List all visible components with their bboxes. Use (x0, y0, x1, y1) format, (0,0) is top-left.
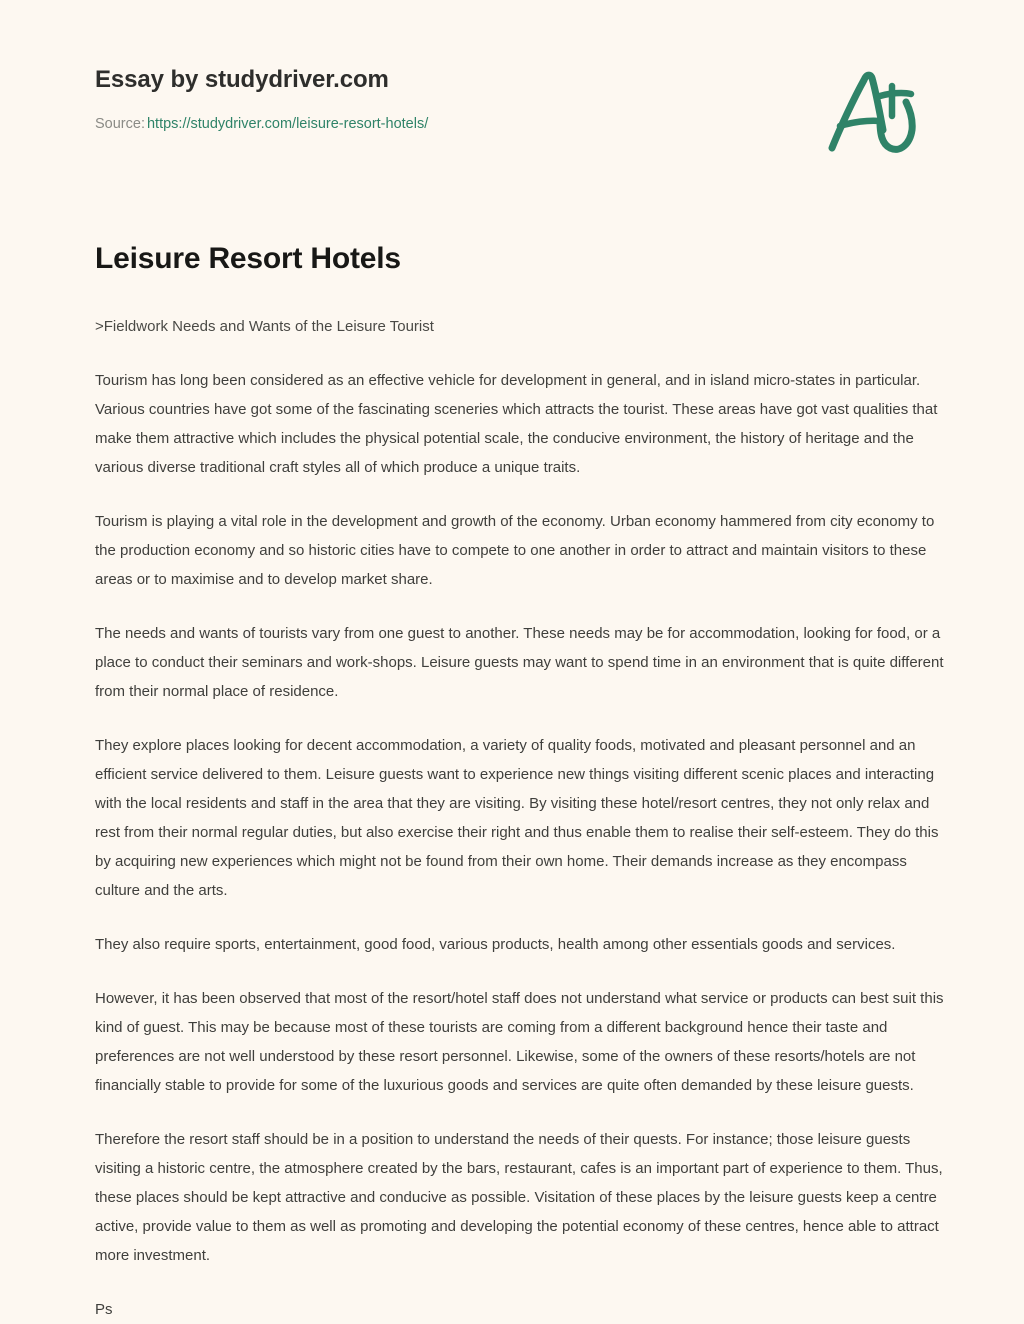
paragraph: However, it has been observed that most of the resort/hotel staff does not understand what service or products can best suit this kind of guest. This may be because most of these tourists are coming from a different background hence their taste and preferences are not well understood by these resort personnel. Likewise, some of the owners of these resorts/hotels are not financially stable to provide for some of the luxurious goods and services are quite often demanded by these leisure guests. (95, 989, 944, 1094)
source-label: Source: (95, 115, 145, 132)
paragraph: Tourism is playing a vital role in the development and growth of the economy. Urban economy hammered from city economy to the production economy and so historic cities have to compete to one another in order to attract and maintain visitors to these areas or to maximise and to develop market share. (95, 512, 935, 588)
a-plus-logo-icon (820, 64, 932, 156)
article-subtitle: >Fieldwork Needs and Wants of the Leisure Tourist (95, 317, 434, 335)
paragraph: They also require sports, entertainment, good food, various products, health among other essentials goods and services. (95, 935, 896, 953)
paragraph-truncated: Ps (95, 1300, 113, 1318)
document-header (0, 0, 1024, 156)
paragraph: Therefore the resort staff should be in a position to understand the needs of their quests. For instance; those leisure guests visiting a historic centre, the atmosphere created by the bars, restaurant, cafes is an important part of experience to them. Thus, these places should be kept attractive and conducive as possible. Visitation of these places by the leisure guests keep a centre active, provide value to them as well as promoting and developing the potential economy of these centres, hence able to attract more investment. (95, 1130, 943, 1264)
paragraph: They explore places looking for decent accommodation, a variety of quality foods, motivated and pleasant personnel and an efficient service delivered to them. Leisure guests want to experience new things visiting different scenic places and interacting with the local residents and staff in the area that they are visiting. By visiting these hotel/resort centres, they not only relax and rest from their normal regular duties, but also exercise their right and thus enable them to realise their self-esteem. They do this by acquiring new experiences which might not be found from their own home. Their demands increase as they encompass culture and the arts. (95, 736, 939, 899)
paragraph: The needs and wants of tourists vary from one guest to another. These needs may be for accommodation, looking for food, or a place to conduct their seminars and work-shops. Leisure guests may want to spend time in an environment that is quite different from their normal place of residence. (95, 624, 944, 700)
source-line (95, 115, 428, 134)
essay-byline: Essay by studydriver.com (95, 66, 389, 93)
source-url-link[interactable]: https://studydriver.com/leisure-resort-hotels/ (146, 115, 429, 132)
header-text-block (95, 62, 428, 134)
page-title: Leisure Resort Hotels (95, 242, 401, 275)
article-body (95, 240, 947, 1324)
paragraph: Tourism has long been considered as an effective vehicle for development in general, and in island micro-states in particular. Various countries have got some of the fascinating sceneries which attracts the tourist. These areas have got vast qualities that make them attractive which includes the physical potential scale, the conducive environment, the history of heritage and the various diverse traditional craft styles all of which produce a unique traits. (95, 371, 938, 476)
